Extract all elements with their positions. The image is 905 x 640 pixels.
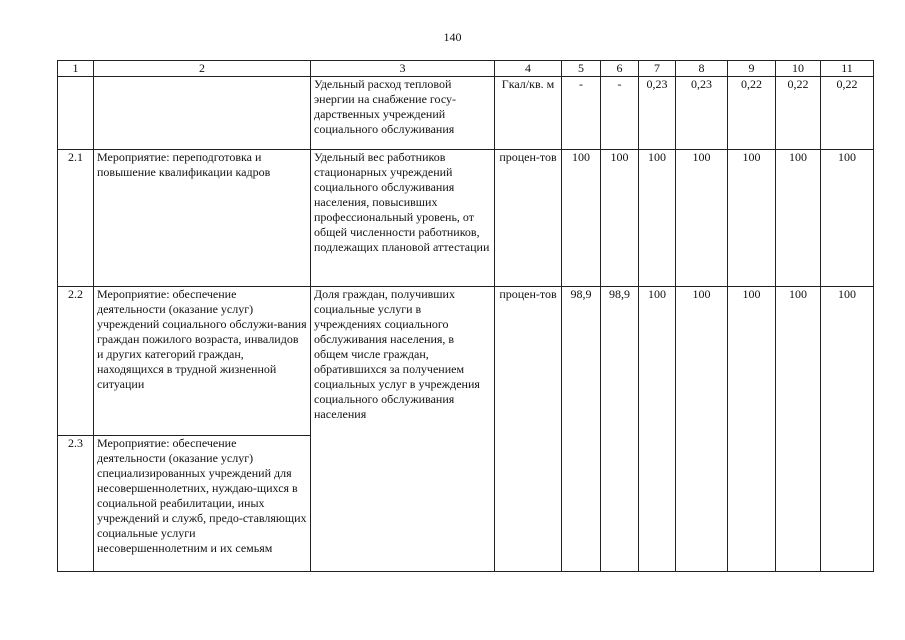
measure-cell: Мероприятие: обеспечение деятельности (оказание услуг) специализированных учреждений для несовершеннолетних, нуждаю-щихся в социальной реабилитации, иных учреждений и служб, предо-ставляющих социальные услуги несовершеннолетним и их семьям [94,436,311,572]
value-cell: 100 [639,287,676,572]
value-cell: 100 [821,150,874,287]
header-row [58,61,874,77]
value-cell: 100 [728,287,776,572]
column-header: 7 [639,61,676,77]
column-header: 10 [776,61,821,77]
unit-cell: Гкал/кв. м [495,77,562,150]
value-cell: 0,23 [639,77,676,150]
value-cell: 100 [776,150,821,287]
column-header: 9 [728,61,776,77]
column-header: 3 [311,61,495,77]
value-cell: 100 [776,287,821,572]
column-header: 6 [601,61,639,77]
column-header: 5 [562,61,601,77]
value-cell: 98,9 [562,287,601,572]
value-cell: - [562,77,601,150]
table-row [58,77,874,150]
table-row [58,150,874,287]
indicator-cell: Удельный вес работников стационарных учреждений социального обслуживания населения, повысивших профессиональный уровень, от общей численности работников, подлежащих плановой аттестации [311,150,495,287]
value-cell: 100 [728,150,776,287]
value-cell: 100 [601,150,639,287]
column-header: 11 [821,61,874,77]
value-cell: 100 [676,150,728,287]
value-cell: 0,22 [821,77,874,150]
column-header: 4 [495,61,562,77]
column-header: 8 [676,61,728,77]
program-indicators-table [57,60,874,572]
value-cell: 98,9 [601,287,639,572]
value-cell: 0,22 [776,77,821,150]
value-cell: 100 [676,287,728,572]
value-cell: - [601,77,639,150]
column-header: 1 [58,61,94,77]
indicator-cell: Доля граждан, получивших социальные услуги в учреждениях социального обслуживания населения, в общем числе граждан, обратившихся за получением социальных услуг в учреждения социального обслуживания населения [311,287,495,572]
page-number: 140 [443,30,462,44]
row-number: 2.1 [58,150,94,287]
table-row [58,287,874,436]
value-cell: 100 [821,287,874,572]
column-header: 2 [94,61,311,77]
unit-cell: процен-тов [495,287,562,572]
unit-cell: процен-тов [495,150,562,287]
measure-cell: Мероприятие: обеспечение деятельности (оказание услуг) учреждений социального обслужи-вания граждан пожилого возраста, инвалидов и других категорий граждан, находящихся в трудной жизненной ситуации [94,287,311,436]
measure-cell [94,77,311,150]
row-number: 2.3 [58,436,94,572]
value-cell: 100 [562,150,601,287]
indicator-cell: Удельный расход тепловой энергии на снабжение госу-дарственных учреждений социального обслуживания [311,77,495,150]
row-number: 2.2 [58,287,94,436]
value-cell: 0,23 [676,77,728,150]
row-number [58,77,94,150]
value-cell: 0,22 [728,77,776,150]
measure-cell: Мероприятие: переподготовка и повышение квалификации кадров [94,150,311,287]
value-cell: 100 [639,150,676,287]
